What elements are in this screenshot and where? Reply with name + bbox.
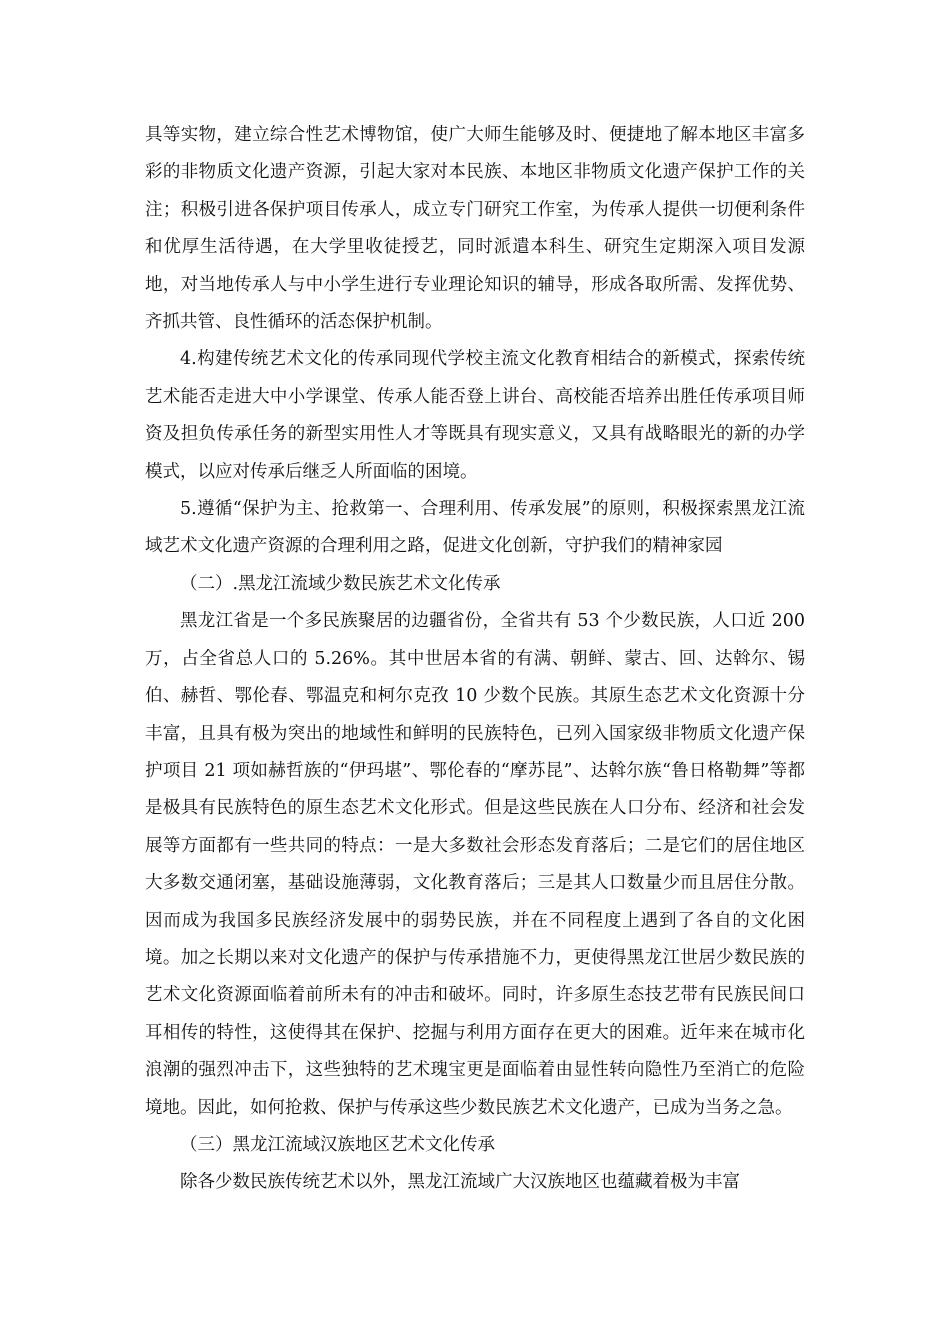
section-heading-2: （二）.黑龙江流域少数民族艺术文化传承 — [180, 573, 501, 594]
paragraph-han-regions: 除各少数民族传统艺术以外，黑龙江流域广大汉族地区也蕴藏着极为丰富 — [180, 1172, 740, 1193]
paragraph-item-4: 4.构建传统艺术文化的传承同现代学校主流文化教育相结合的新模式，探索传统艺术能否走进大中小学课堂、传承人能否登上讲台、高校能否培养出胜任传承项目师资及担负传承任务的新型实用性人才等既具有现实意义，又具有战略眼光的新的办学模式，以应对传承后继乏人所面临的困境。 — [145, 349, 805, 482]
document-body — [145, 117, 805, 1202]
paragraph-museum: 具等实物，建立综合性艺术博物馆，使广大师生能够及时、便捷地了解本地区丰富多彩的非物质文化遗产资源，引起大家对本民族、本地区非物质文化遗产保护工作的关注；积极引进各保护项目传承人，成立专门研究工作室，为传承人提供一切便利条件和优厚生活待遇，在大学里收徒授艺，同时派遣本科生、研究生定期深入项目发源地，对当地传承人与中小学生进行专业理论知识的辅导，形成各取所需、发挥优势、齐抓共管、良性循环的活态保护机制。 — [145, 125, 805, 333]
paragraph-item-5: 5.遵循“保护为主、抢救第一、合理利用、传承发展”的原则，积极探索黑龙江流域艺术文化遗产资源的合理利用之路，促进文化创新，守护我们的精神家园 — [145, 499, 805, 557]
paragraph-minorities: 黑龙江省是一个多民族聚居的边疆省份，全省共有 53 个少数民族，人口近 200 万，占全省总人口的 5.26%。其中世居本省的有满、朝鲜、蒙古、回、达斡尔、锡伯、赫哲、鄂伦春、鄂温克和柯尔克孜 10 少数个民族。其原生态艺术文化资源十分丰富，且具有极为突出的地域性和鲜明的民族特色，已列入国家级非物质文化遗产保护项目 21 项如赫哲族的“伊玛堪”、鄂伦春的“摩苏昆”、达斡尔族“鲁日格勒舞”等都是极具有民族特色的原生态艺术文化形式。但是这些民族在人口分布、经济和社会发展等方面都有一些共同的特点：一是大多数社会形态发育落后；二是它们的居住地区大多数交通闭塞，基础设施薄弱，文化教育落后；三是其人口数量少而且居住分散。因而成为我国多民族经济发展中的弱势民族，并在不同程度上遇到了各自的文化困境。加之长期以来对文化遗产的保护与传承措施不力，更使得黑龙江世居少数民族的艺术文化资源面临着前所未有的冲击和破坏。同时，许多原生态技艺带有民族民间口耳相传的特性，这使得其在保护、挖掘与利用方面存在更大的困难。近年来在城市化浪潮的强烈冲击下，这些独特的艺术瑰宝更是面临着由显性转向隐性乃至消亡的危险境地。因此，如何抢救、保护与传承这些少数民族艺术文化遗产，已成为当务之急。 — [145, 611, 805, 1118]
section-heading-3: （三）黑龙江流域汉族地区艺术文化传承 — [180, 1134, 495, 1155]
